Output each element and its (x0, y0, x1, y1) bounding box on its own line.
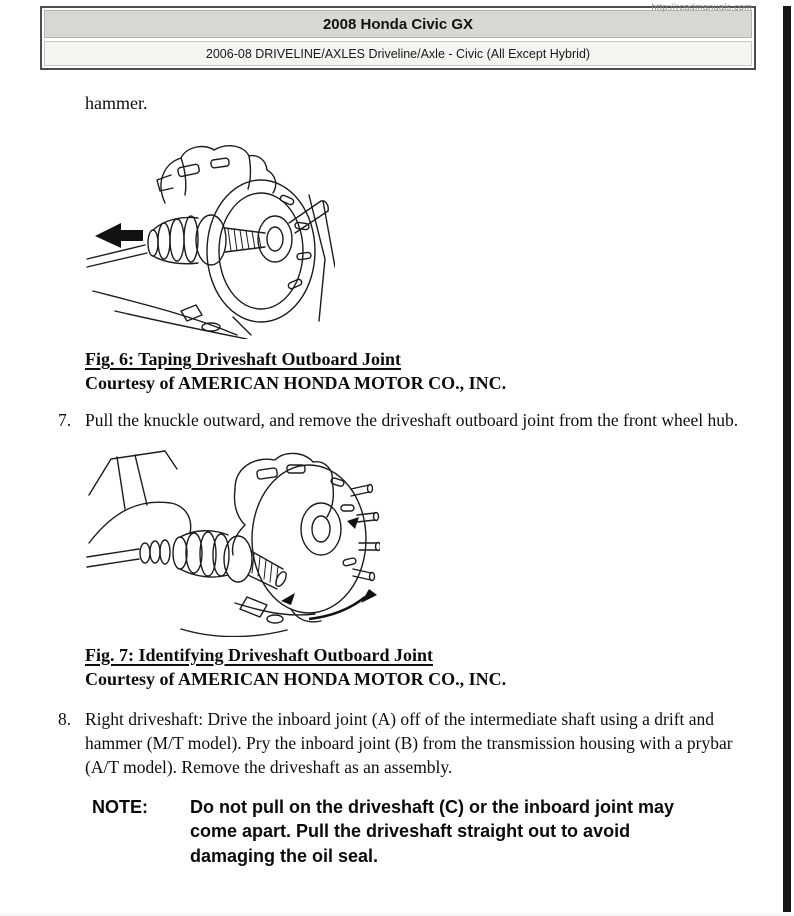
vehicle-title: 2008 Honda Civic GX (44, 10, 752, 38)
fig6-caption: Fig. 6: Taping Driveshaft Outboard Joint (85, 349, 402, 369)
fig7-caption: Fig. 7: Identifying Driveshaft Outboard Joint (85, 644, 434, 665)
step-8 (58, 707, 794, 779)
window-edge-bar (783, 6, 791, 916)
step-number: 7. (58, 410, 72, 430)
rotate-direction-arrow-icon (347, 517, 359, 529)
document-header (40, 6, 756, 70)
fig7-credit: Courtesy of AMERICAN HONDA MOTOR CO., INC. (85, 668, 507, 689)
page-bottom-edge (0, 912, 794, 916)
swing-out-arrow-icon (361, 589, 377, 603)
note-label: NOTE: (92, 796, 148, 817)
fig6-credit: Courtesy of AMERICAN HONDA MOTOR CO., INC. (85, 373, 507, 393)
note-block (92, 795, 794, 869)
step-text: Pull the knuckle outward, and remove the driveshaft outboard joint from the front wheel hub. (85, 410, 739, 430)
fig7-illustration (85, 447, 380, 637)
note-text: Do not pull on the driveshaft (C) or the inboard joint may come apart. Pull the driveshaft straight out to avoid damaging the oil seal. (190, 796, 674, 866)
step-7 (58, 409, 794, 433)
paragraph-fragment: hammer. (85, 93, 148, 113)
fig6-caption-block (85, 347, 794, 395)
manual-page (0, 2, 794, 916)
step-text: Right driveshaft: Drive the inboard joint (A) off of the intermediate shaft using a drift and hammer (M/T model). Pry the inboard joint (B) from the transmission housing with a prybar (A/T model). Remove the driveshaft as an assembly. (85, 708, 733, 777)
tap-direction-arrow-icon (95, 223, 143, 248)
page-url-header: http://roadmanuals.com (651, 2, 752, 12)
pull-direction-arrow-icon (281, 593, 295, 605)
fig7-caption-block (85, 643, 794, 691)
section-subtitle: 2006-08 DRIVELINE/AXLES Driveline/Axle - Civic (All Except Hybrid) (44, 41, 752, 66)
fig6-illustration (85, 139, 335, 339)
step-number: 8. (58, 708, 72, 729)
